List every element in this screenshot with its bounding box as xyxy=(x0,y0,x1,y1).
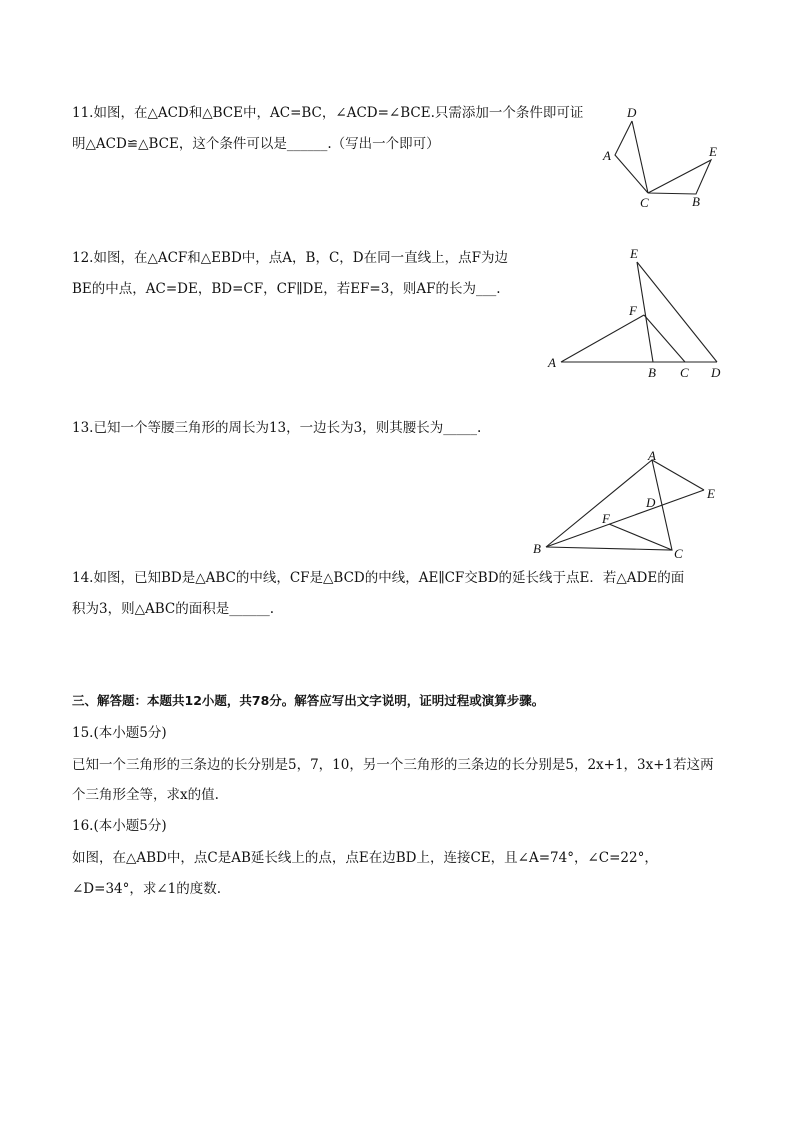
q16-line1: 如图，在△ABD中，点C是AB延长线上的点，点E在边BD上，连接CE，且∠A=74°，∠C=22°， xyxy=(72,850,658,866)
q14-line1: 14.如图，已知BD是△ABC的中线，CF是△BCD的中线，AE∥CF交BD的延长线于点E．若△ADE的面 xyxy=(72,570,685,586)
label-b: B xyxy=(692,194,700,209)
label-b: B xyxy=(533,541,541,556)
figure-q14 xyxy=(528,447,728,567)
triangle-bce xyxy=(648,160,711,194)
q11-line2: 明△ACD≌△BCE，这个条件可以是______.（写出一个即可） xyxy=(72,136,440,152)
label-a: A xyxy=(648,448,656,463)
segment-be xyxy=(546,490,704,547)
q13-line1: 13.已知一个等腰三角形的周长为13，一边长为3，则其腰长为_____. xyxy=(72,420,482,436)
q12-line1: 12.如图，在△ACF和△EBD中，点A，B，C，D在同一直线上，点F为边 xyxy=(72,250,508,266)
segment-fc xyxy=(644,315,685,362)
triangle-acd xyxy=(615,121,648,193)
label-c: C xyxy=(674,546,683,561)
label-f: F xyxy=(602,511,610,526)
label-e: E xyxy=(709,144,717,159)
label-e: E xyxy=(707,486,715,501)
q16-header: 16.(本小题5分) xyxy=(72,818,167,834)
label-b: B xyxy=(648,365,656,380)
section-title: 三、解答题：本题共12小题，共78分。解答应写出文字说明，证明过程或演算步骤。 xyxy=(72,693,545,708)
label-d: D xyxy=(646,495,656,510)
label-d: D xyxy=(711,365,721,380)
label-c: C xyxy=(680,365,689,380)
label-a: A xyxy=(548,355,556,370)
q11-line1: 11.如图，在△ACD和△BCE中，AC=BC，∠ACD=∠BCE.只需添加一个条件即可证 xyxy=(72,105,584,121)
q16-line2: ∠D=34°，求∠1的度数. xyxy=(72,881,222,897)
label-f: F xyxy=(629,303,637,318)
q14-line2: 积为3，则△ABC的面积是______. xyxy=(72,601,275,617)
q15-line1: 已知一个三角形的三条边的长分别是5，7，10，另一个三角形的三条边的长分别是5，2x+1，3x+1若这两 xyxy=(72,757,714,773)
segment-fc xyxy=(609,524,672,550)
segment-af xyxy=(561,315,644,362)
label-a: A xyxy=(603,148,611,163)
label-d: D xyxy=(627,105,637,120)
q15-line2: 个三角形全等，求x的值. xyxy=(72,787,219,803)
label-e: E xyxy=(630,246,638,261)
q15-header: 15.(本小题5分) xyxy=(72,725,167,741)
segment-eb xyxy=(637,262,653,362)
label-c: C xyxy=(640,195,649,210)
segment-ed xyxy=(637,262,717,362)
segment-ae xyxy=(652,460,704,490)
figure-q12 xyxy=(540,245,730,385)
q12-line2: BE的中点，AC=DE，BD=CF，CF∥DE，若EF=3，则AF的长为___. xyxy=(72,281,501,297)
figure-q11 xyxy=(596,100,726,215)
